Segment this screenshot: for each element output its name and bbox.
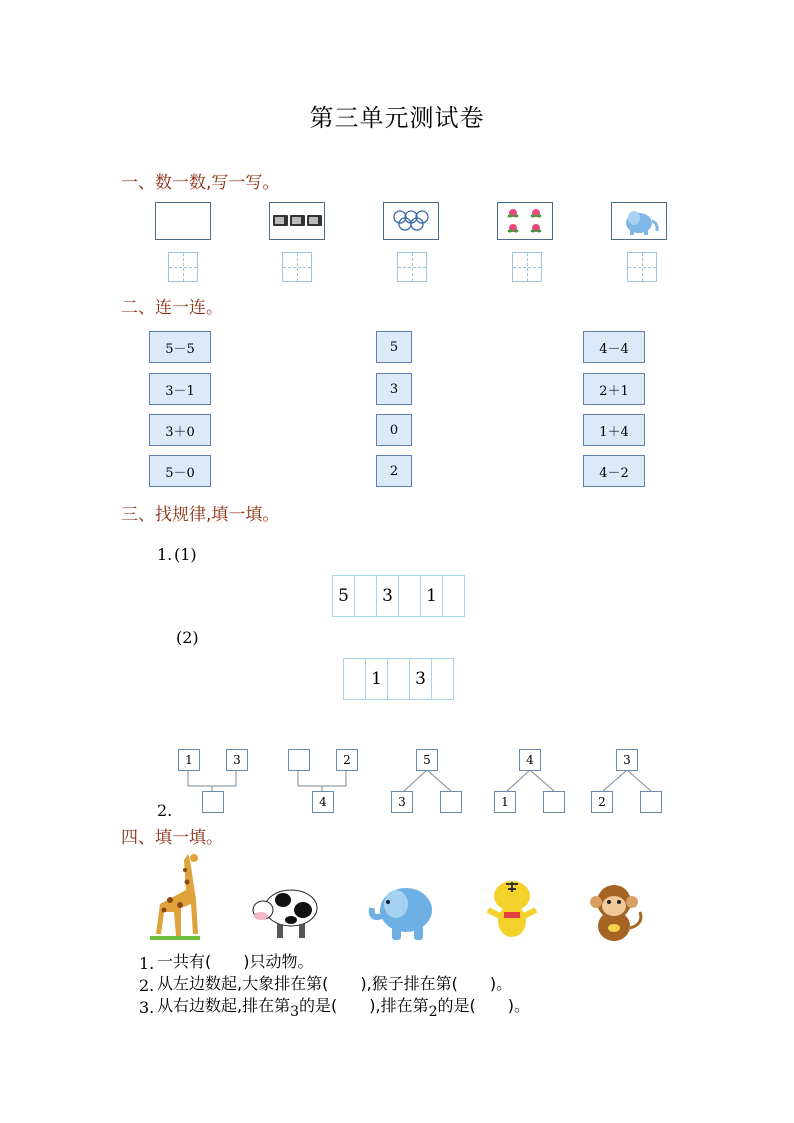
- question-text-part: 的是( ),排在第: [299, 996, 429, 1015]
- question-number: 2.: [139, 976, 155, 995]
- connect-card-middle[interactable]: 3: [376, 373, 412, 405]
- question-number: 1.: [157, 545, 173, 564]
- question-text: [157, 993, 531, 1020]
- question-text: 一共有( )只动物。: [157, 952, 314, 971]
- question-text: 从左边数起,大象排在第( ),猴子排在第( )。: [157, 974, 513, 993]
- connect-card-middle[interactable]: 5: [376, 331, 412, 363]
- monkey-icon: [584, 878, 650, 944]
- section-heading-fill: 四、填一填。: [121, 828, 223, 848]
- sequence-cell[interactable]: 3: [377, 576, 399, 616]
- bond-box[interactable]: [288, 749, 310, 771]
- connect-card-right[interactable]: 4－4: [583, 331, 645, 363]
- sequence-cell[interactable]: 3: [410, 659, 432, 699]
- section-heading-connect: 二、连一连。: [121, 298, 223, 318]
- bond-box[interactable]: 1: [178, 749, 200, 771]
- bond-box[interactable]: 4: [519, 749, 541, 771]
- connect-card-left[interactable]: 5－5: [149, 331, 211, 363]
- bond-box[interactable]: 2: [336, 749, 358, 771]
- question-text-part: 的是( )。: [437, 996, 531, 1015]
- connect-card-right[interactable]: 4－2: [583, 455, 645, 487]
- part-label: (1): [174, 545, 197, 564]
- bond-box[interactable]: 3: [391, 791, 413, 813]
- bond-box[interactable]: [440, 791, 462, 813]
- connect-card-middle[interactable]: 0: [376, 414, 412, 446]
- bond-box[interactable]: [543, 791, 565, 813]
- cow-icon: [247, 880, 327, 942]
- bond-box[interactable]: 2: [591, 791, 613, 813]
- sequence-cell[interactable]: 5: [333, 576, 355, 616]
- giraffe-icon: [140, 850, 212, 945]
- question-number: 3.: [139, 998, 155, 1017]
- bond-box[interactable]: [202, 791, 224, 813]
- connect-card-left[interactable]: 5－0: [149, 455, 211, 487]
- tiger-icon: [482, 876, 544, 944]
- question-number-inline: 3: [290, 1004, 300, 1020]
- page-title: 第三单元测试卷: [309, 104, 485, 132]
- part-label: (2): [176, 628, 199, 647]
- question-number: 1.: [139, 954, 155, 973]
- bond-box[interactable]: 3: [226, 749, 248, 771]
- question-number-inline: 2: [428, 1004, 438, 1020]
- connect-card-right[interactable]: 1＋4: [583, 414, 645, 446]
- connect-card-left[interactable]: 3＋0: [149, 414, 211, 446]
- bond-box[interactable]: 3: [616, 749, 638, 771]
- bond-box[interactable]: 1: [494, 791, 516, 813]
- section-heading-count: 一、数一数,写一写。: [121, 173, 280, 193]
- elephant-icon: [366, 878, 438, 943]
- question-text-part: 从右边数起,排在第: [157, 996, 291, 1015]
- question-number: 2.: [157, 801, 173, 820]
- bond-box[interactable]: [640, 791, 662, 813]
- sequence-cell[interactable]: 1: [366, 659, 388, 699]
- section-heading-pattern: 三、找规律,填一填。: [121, 505, 280, 525]
- connect-card-left[interactable]: 3－1: [149, 373, 211, 405]
- bond-box[interactable]: 5: [416, 749, 438, 771]
- connect-card-right[interactable]: 2＋1: [583, 373, 645, 405]
- bond-box[interactable]: 4: [312, 791, 334, 813]
- sequence-cell[interactable]: 1: [421, 576, 443, 616]
- connect-card-middle[interactable]: 2: [376, 455, 412, 487]
